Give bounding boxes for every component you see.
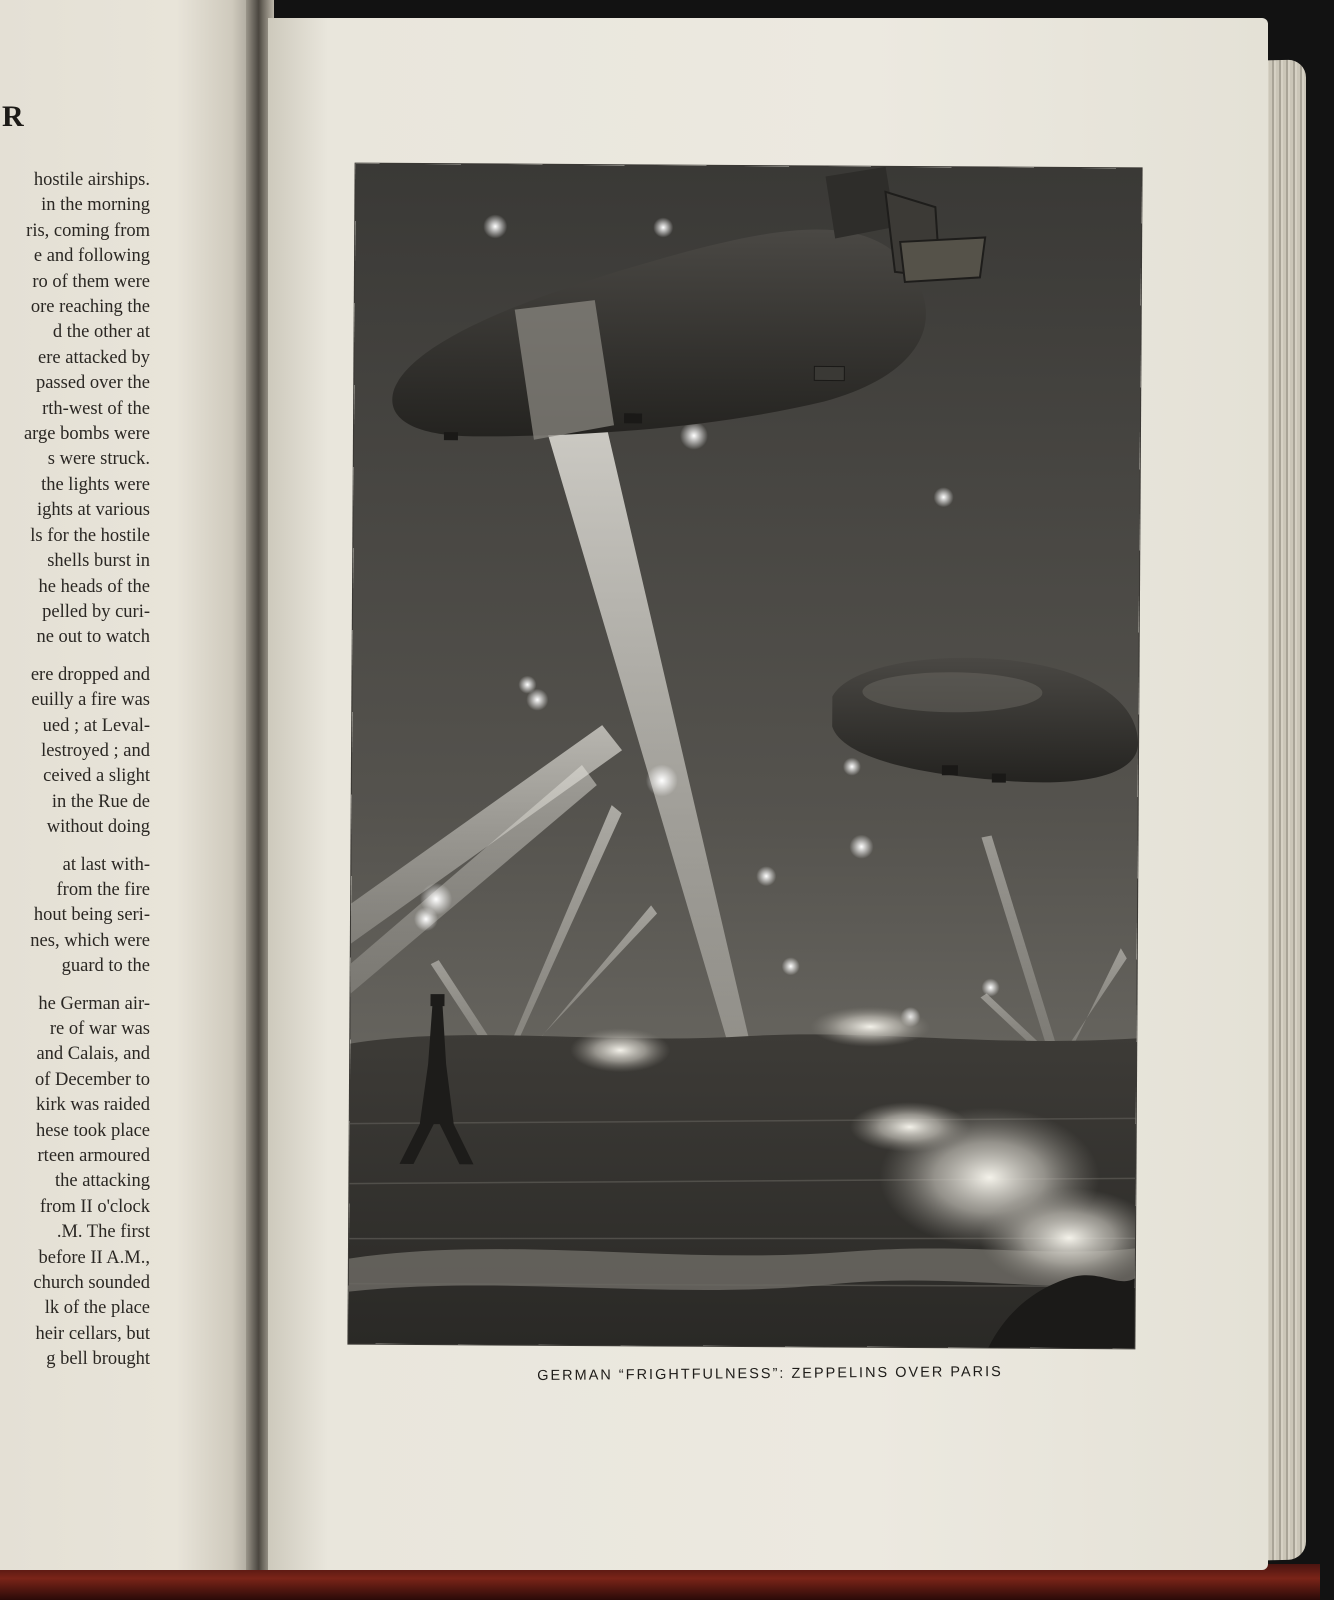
text-line: rth-west of the: [42, 398, 150, 419]
text-line: ore reaching the: [30, 297, 150, 318]
text-line: ris, coming from: [26, 220, 150, 241]
text-line: arge bombs were: [23, 424, 150, 445]
text-line: of December to: [34, 1069, 150, 1090]
illustration-caption: GERMAN “FRIGHTFULNESS”: ZEPPELINS OVER PARIS: [537, 1363, 1003, 1385]
text-line: heir cellars, but: [35, 1323, 150, 1344]
text-line: e and following: [33, 246, 150, 267]
text-line: ls for the hostile: [30, 525, 150, 546]
text-line: in the morning: [41, 195, 150, 216]
page-edges: [1262, 60, 1306, 1561]
text-line: at last with-: [62, 854, 150, 875]
text-line: re of war was: [49, 1019, 150, 1039]
text-line: without doing: [46, 817, 150, 838]
text-line: euilly a fire was: [31, 690, 150, 711]
text-line: pelled by curi-: [42, 601, 150, 622]
text-line: d the other at: [52, 322, 150, 343]
text-line: nes, which were: [30, 930, 150, 951]
text-line: ceived a slight: [43, 766, 150, 787]
text-line: .M. The first: [56, 1222, 150, 1243]
text-line: before II A.M.,: [38, 1247, 150, 1268]
text-line: s were struck.: [47, 449, 150, 470]
running-head: R: [2, 100, 25, 133]
text-line: he heads of the: [38, 576, 150, 597]
text-line: lestroyed ; and: [41, 740, 150, 761]
text-line: ne out to watch: [36, 627, 150, 648]
text-line: from II o'clock: [39, 1196, 150, 1217]
text-line: ights at various: [36, 500, 150, 521]
text-line: the lights were: [41, 474, 150, 495]
text-line: from the fire: [56, 879, 150, 900]
left-page: [0, 0, 252, 1570]
text-line: hese took place: [35, 1120, 150, 1141]
text-line: and Calais, and: [36, 1044, 150, 1065]
text-line: lk of the place: [44, 1298, 150, 1319]
text-line: g bell brought: [46, 1349, 150, 1370]
text-line: shells burst in: [47, 551, 150, 572]
text-line: ued ; at Leval-: [42, 715, 150, 736]
text-line: passed over the: [35, 373, 150, 394]
text-line: hout being seri-: [33, 905, 150, 926]
text-line: ere dropped and: [30, 664, 150, 685]
text-line: hostile airships.: [33, 170, 150, 190]
text-line: the attacking: [54, 1171, 150, 1192]
text-line: he German air-: [38, 993, 150, 1014]
left-page-text: [0, 168, 150, 1373]
text-line: ere attacked by: [38, 347, 150, 368]
text-line: in the Rue de: [51, 791, 150, 812]
text-line: ro of them were: [32, 271, 150, 292]
text-line: rteen armoured: [37, 1146, 150, 1167]
text-line: guard to the: [61, 956, 150, 977]
zeppelins-over-paris-illustration: [348, 164, 1141, 1349]
text-line: kirk was raided: [35, 1095, 150, 1116]
text-line: church sounded: [33, 1273, 150, 1294]
